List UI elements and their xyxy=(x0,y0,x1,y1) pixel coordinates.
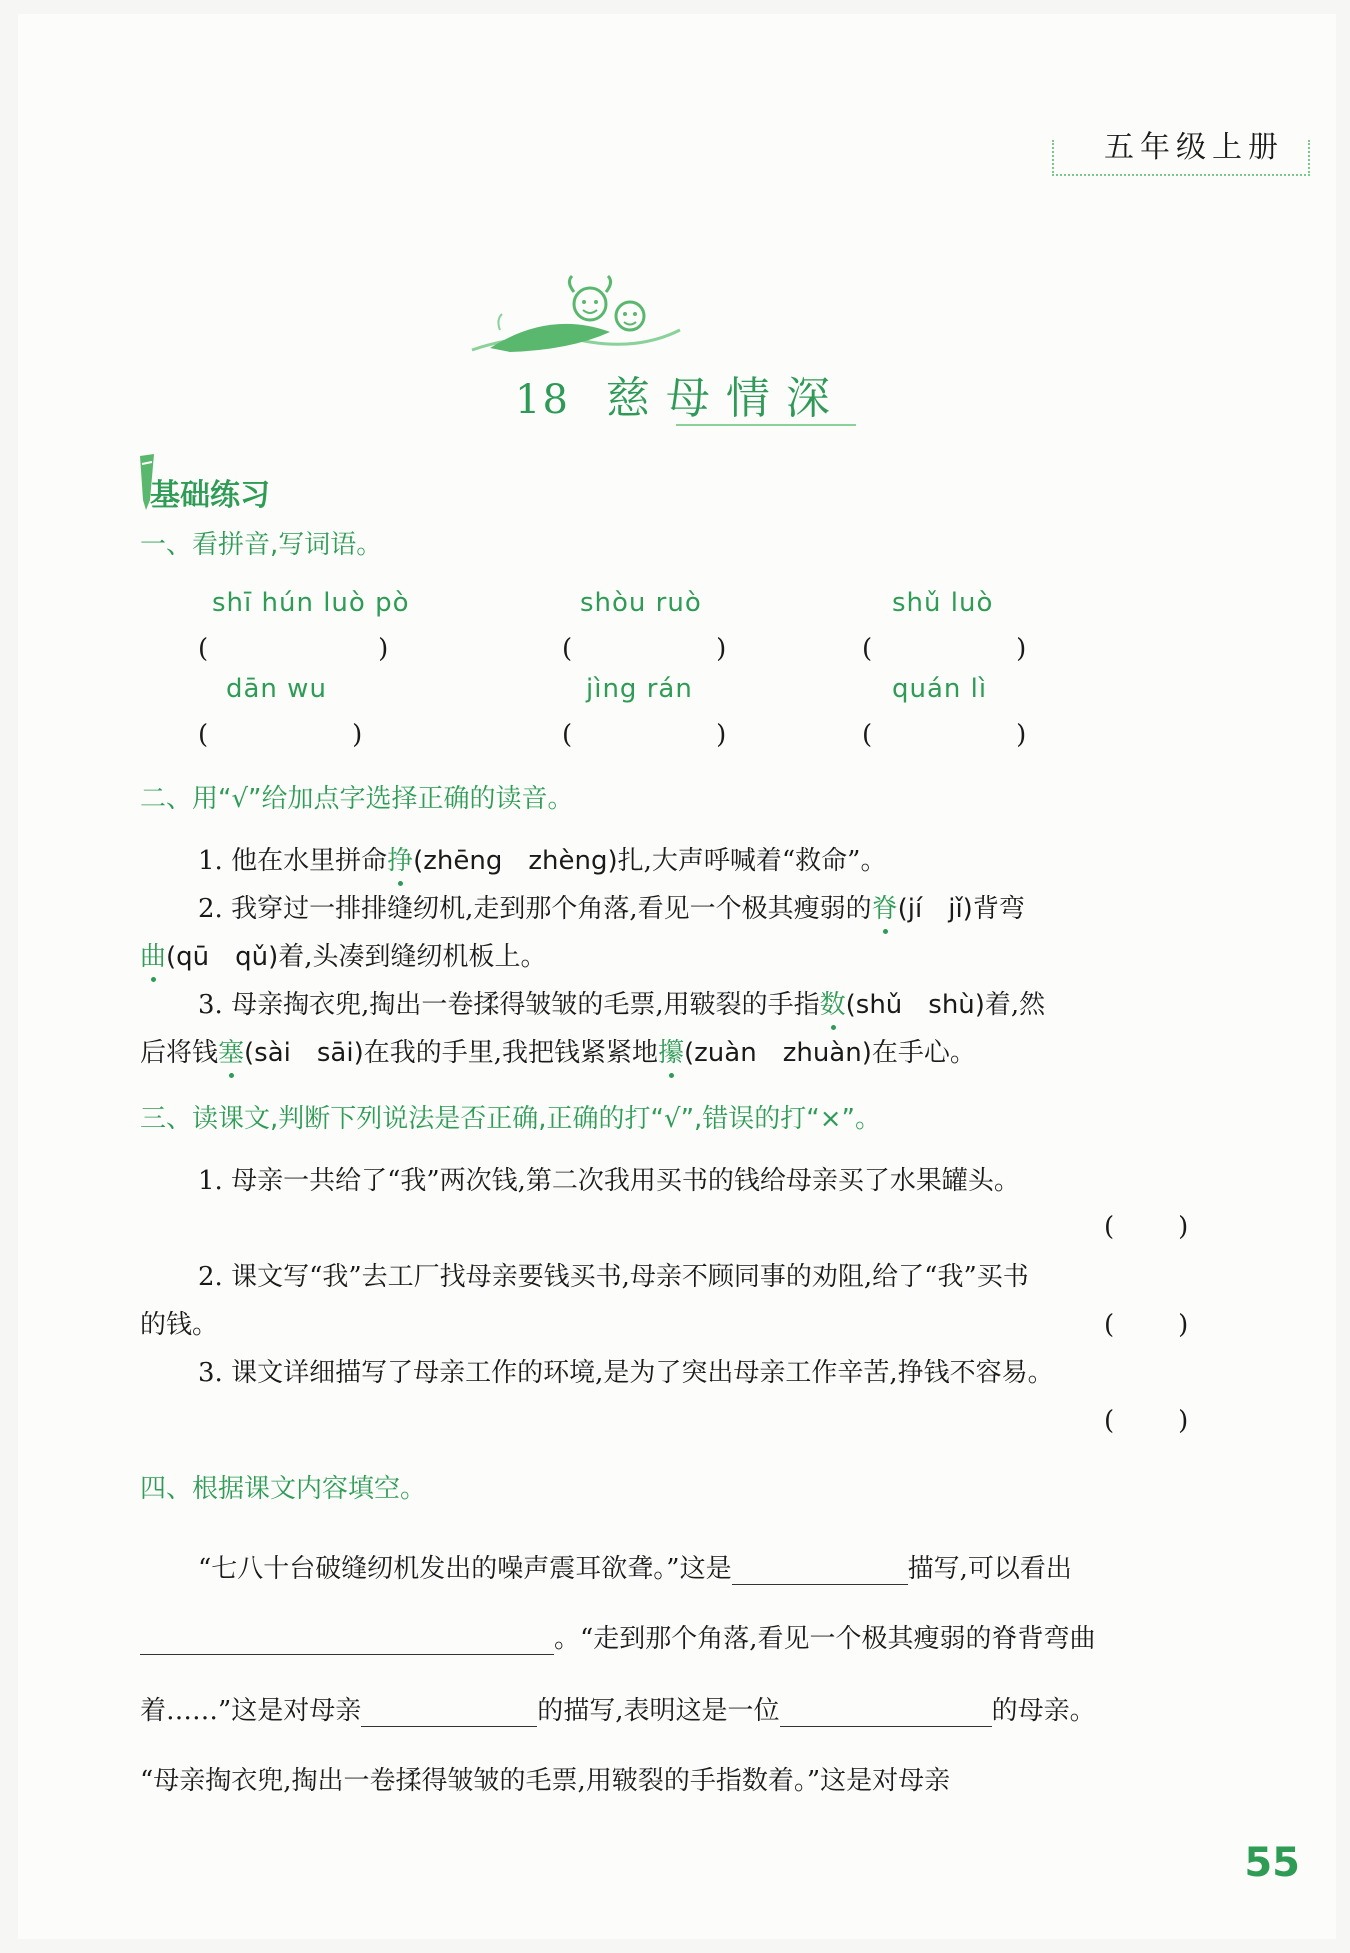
q2-s1-text-a: 1. 他在水里拼命 xyxy=(198,846,388,876)
q2-s2-text-c: 着,头凑到缝纫机板上。 xyxy=(278,942,547,972)
q2-s3-text-c: 后将钱 xyxy=(140,1038,219,1068)
q2-s1-options[interactable]: (zhēng zhèng) xyxy=(413,846,618,876)
q3-answer-3[interactable]: ( ) xyxy=(1104,1406,1193,1436)
q1-title: 一、看拼音,写词语。 xyxy=(140,530,383,560)
q4-line-2 xyxy=(140,1618,1096,1655)
q4-l2-text: 。“走到那个角落,看见一个极其瘦弱的脊背弯曲 xyxy=(554,1624,1096,1654)
q2-sentence-2-line2 xyxy=(140,936,547,973)
q1-pinyin-6: quán lì xyxy=(892,674,988,704)
q1-answer-5[interactable]: ( ) xyxy=(562,720,735,750)
q2-s2-text-a: 2. 我穿过一排排缝纫机,走到那个角落,看见一个极其瘦弱的 xyxy=(198,894,872,924)
q3-statement-3: 3. 课文详细描写了母亲工作的环境,是为了突出母亲工作辛苦,挣钱不容易。 xyxy=(198,1358,1054,1388)
q3-statement-1: 1. 母亲一共给了“我”两次钱,第二次我用买书的钱给母亲买了水果罐头。 xyxy=(198,1166,1020,1196)
q2-s3-options-1[interactable]: (shǔ shù) xyxy=(845,990,985,1020)
q2-s3-dotted-char-2: 塞 xyxy=(218,1038,245,1068)
q2-s2-options-2[interactable]: (qū qǔ) xyxy=(166,942,279,972)
title-underline xyxy=(676,424,856,426)
kids-illustration-icon xyxy=(470,270,690,360)
q1-pinyin-2: shòu ruò xyxy=(580,588,702,618)
q1-pinyin-3: shǔ luò xyxy=(892,588,994,618)
q4-l1-text-a: “七八十台破缝纫机发出的噪声震耳欲聋。”这是 xyxy=(198,1554,732,1584)
q2-s3-text-b: 着,然 xyxy=(984,990,1046,1020)
q3-answer-1[interactable]: ( ) xyxy=(1104,1212,1193,1242)
q4-blank-4[interactable] xyxy=(780,1698,992,1727)
q3-statement-2-line1: 2. 课文写“我”去工厂找母亲要钱买书,母亲不顾同事的劝阻,给了“我”买书 xyxy=(198,1262,1029,1292)
q2-s2-text-b: 背弯 xyxy=(972,894,1025,924)
q4-blank-2[interactable] xyxy=(140,1626,554,1655)
q2-s2-options-1[interactable]: (jí jǐ) xyxy=(897,894,973,924)
q2-sentence-3-line1 xyxy=(198,984,1045,1021)
q1-answer-3[interactable]: ( ) xyxy=(862,634,1035,664)
q1-pinyin-5: jìng rán xyxy=(586,674,693,704)
lesson-number: 18 xyxy=(515,377,570,423)
q2-s2-dotted-char-1: 脊 xyxy=(871,894,898,924)
q4-line-4: “母亲掏衣兜,掏出一卷揉得皱皱的毛票,用皲裂的手指数着。”这是对母亲 xyxy=(140,1766,951,1796)
q2-s1-text-b: 扎,大声呼喊着“救命”。 xyxy=(617,846,887,876)
q1-answer-1[interactable]: ( ) xyxy=(198,634,391,664)
q2-sentence-2-line1 xyxy=(198,888,1025,925)
q4-line-1 xyxy=(198,1548,1072,1585)
q2-sentence-1 xyxy=(198,840,886,877)
q1-pinyin-4: dān wu xyxy=(226,674,327,704)
page-number: 55 xyxy=(1244,1840,1300,1886)
q3-answer-2[interactable]: ( ) xyxy=(1104,1310,1193,1340)
q4-blank-3[interactable] xyxy=(361,1698,537,1727)
q2-s3-text-e: 在手心。 xyxy=(871,1038,976,1068)
q2-s3-options-3[interactable]: (zuàn zhuàn) xyxy=(684,1038,872,1068)
q2-s3-text-a: 3. 母亲掏衣兜,掏出一卷揉得皱皱的毛票,用皲裂的手指 xyxy=(198,990,820,1020)
q4-blank-1[interactable] xyxy=(732,1556,908,1585)
q4-title: 四、根据课文内容填空。 xyxy=(140,1474,427,1504)
q1-answer-4[interactable]: ( ) xyxy=(198,720,371,750)
q2-s3-dotted-char-3: 攥 xyxy=(658,1038,685,1068)
q4-l3-text-a: 着……”这是对母亲 xyxy=(140,1696,362,1726)
q4-l3-text-b: 的描写,表明这是一位 xyxy=(537,1696,780,1726)
lesson-title xyxy=(515,362,846,426)
q1-answer-2[interactable]: ( ) xyxy=(562,634,735,664)
q2-s2-dotted-char-2: 曲 xyxy=(140,942,167,972)
q2-s3-options-2[interactable]: (sài sāi) xyxy=(244,1038,364,1068)
lesson-name: 慈母情深 xyxy=(605,373,846,424)
q4-l3-text-c: 的母亲。 xyxy=(991,1696,1096,1726)
q2-title: 二、用“√”给加点字选择正确的读音。 xyxy=(140,784,574,814)
q4-line-3 xyxy=(140,1690,1096,1727)
q1-answer-6[interactable]: ( ) xyxy=(862,720,1035,750)
q2-s3-text-d: 在我的手里,我把钱紧紧地 xyxy=(363,1038,658,1068)
q3-title: 三、读课文,判断下列说法是否正确,正确的打“√”,错误的打“×”。 xyxy=(140,1104,882,1134)
q2-sentence-3-line2 xyxy=(140,1032,976,1069)
q3-statement-2-line2: 的钱。 xyxy=(140,1310,219,1340)
grade-label-frame xyxy=(1052,140,1310,176)
q4-l1-text-b: 描写,可以看出 xyxy=(907,1554,1072,1584)
grade-label: 五年级上册 xyxy=(1104,130,1284,165)
q2-s3-dotted-char-1: 数 xyxy=(819,990,846,1020)
q1-pinyin-1: shī hún luò pò xyxy=(212,588,410,618)
section-title: 基础练习 xyxy=(150,478,270,513)
q2-s1-dotted-char: 挣 xyxy=(387,846,414,876)
